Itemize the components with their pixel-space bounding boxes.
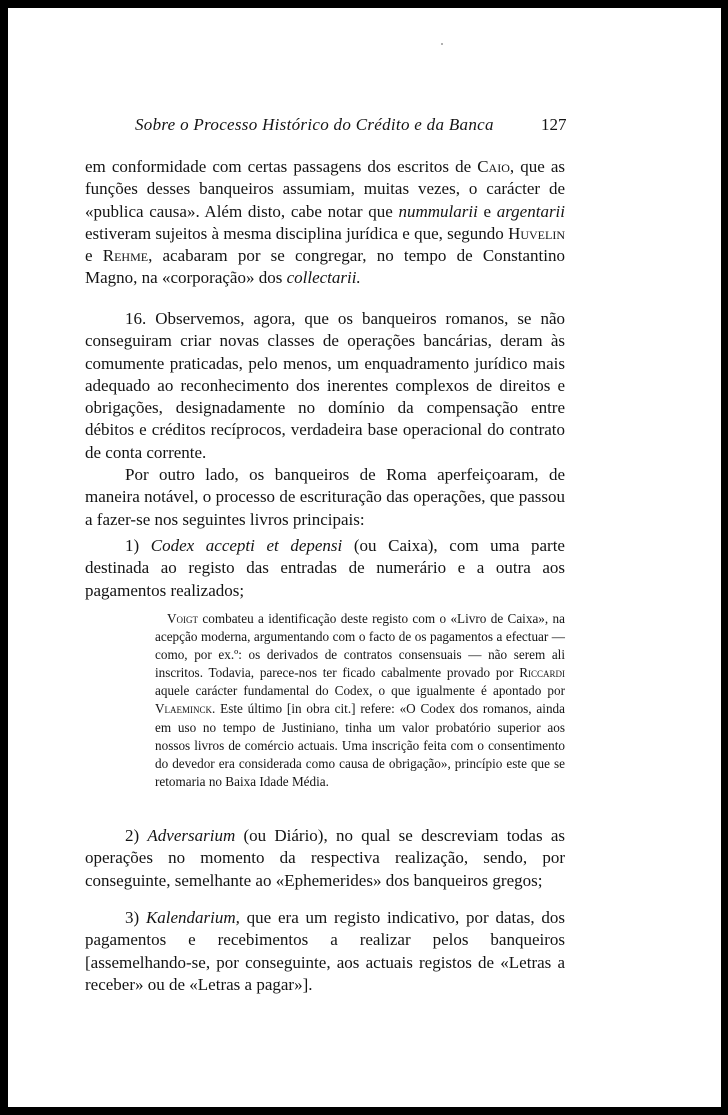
latin-term: collectarii.	[286, 268, 361, 288]
author-name: Rehme	[102, 246, 149, 266]
running-title: Sobre o Processo Histórico do Crédito e da Banca	[135, 115, 494, 134]
list-item-kalendarium: 3) Kalendarium, que era um registo indicativo, por datas, dos pagamentos e recebimentos a realizar pelos banqueiros [assemelhando-se, por conseguinte, aos actuais registos de «Letras a receber» ou de «Letras a pagar»].	[85, 908, 565, 994]
list-item-adversarium: 2) Adversarium (ou Diário), no qual se descreviam todas as operações no momento da respectiva realização, sendo, por conseguinte, semelhante ao «Ephemerides» dos banqueiros gregos;	[85, 826, 565, 890]
latin-term: argentarii	[496, 201, 566, 221]
list-item-codex: 1) Codex accepti et depensi (ou Caixa), com uma parte destinada ao registo das entradas de numerário e a outra aos pagamentos realizados;	[85, 536, 565, 600]
latin-term: Codex accepti et depensi	[150, 536, 343, 555]
latin-term: Kalendarium,	[145, 908, 240, 927]
author-name: Riccardi	[519, 665, 565, 681]
paragraph-books-intro: Por outro lado, os banqueiros de Roma aperfeiçoaram, de maneira notável, o processo de escrituração das operações, que passou a fazer-se nos seguintes livros principais:	[85, 465, 565, 529]
book-page	[8, 8, 721, 1107]
latin-term: Adversarium	[147, 826, 236, 845]
section-16	[85, 308, 565, 531]
paragraph-continuation: em conformidade com certas passagens dos escritos de Caio, que as funções desses banqueiros assumiam, muitas vezes, o carácter de «publica causa». Além disto, cabe notar que nummularii e argentarii estiveram sujeitos à mesma disciplina jurídica e que, segundo Huvelin e Rehme, acabaram por se congregar, no tempo de Constantino Magno, na «corporação» dos collectarii.	[85, 157, 566, 288]
author-name: Huvelin	[508, 223, 565, 243]
paper-speck	[441, 43, 443, 45]
page-header	[8, 115, 721, 139]
author-name: Voigt	[167, 611, 199, 626]
author-name: Vlaeminck	[155, 701, 213, 717]
latin-term: nummularii	[398, 201, 478, 221]
footnote-block: Voigt combateu a identificação deste registo com o «Livro de Caixa», na acepção moderna, argumentando com o facto de os pagamentos a efectuar — como, por ex.º: os derivados de contratos consensuais — não serem ali inscritos. Todavia, parece-nos ter ficado cabalmente provado por Riccardi aquele carácter fundamental do Codex, o que igualmente é apontado por Vlaeminck. Este último [in obra cit.] refere: «O Codex dos romanos, ainda em uso no tempo de Justiniano, tinha um valor probatório superior aos nossos livros de comércio actuais. Uma inscrição feita com o consentimento do devedor era considerada como causa de obrigação», princípio este que se retomaria no Baixa Idade Média.	[155, 611, 565, 789]
page-number: 127	[541, 115, 567, 134]
paragraph-16: 16. Observemos, agora, que os banqueiros romanos, se não conseguiram criar novas classes de operações bancárias, deram às comumente praticadas, pelo menos, um enquadramento jurídico mais adequado ao reconhecimento dos inerentes complexos de direitos e obrigações, designadamente no domínio da compensação entre débitos e créditos recíprocos, verdadeira base operacional do contrato de conta corrente.	[85, 309, 565, 462]
author-name: Caio	[477, 157, 510, 176]
